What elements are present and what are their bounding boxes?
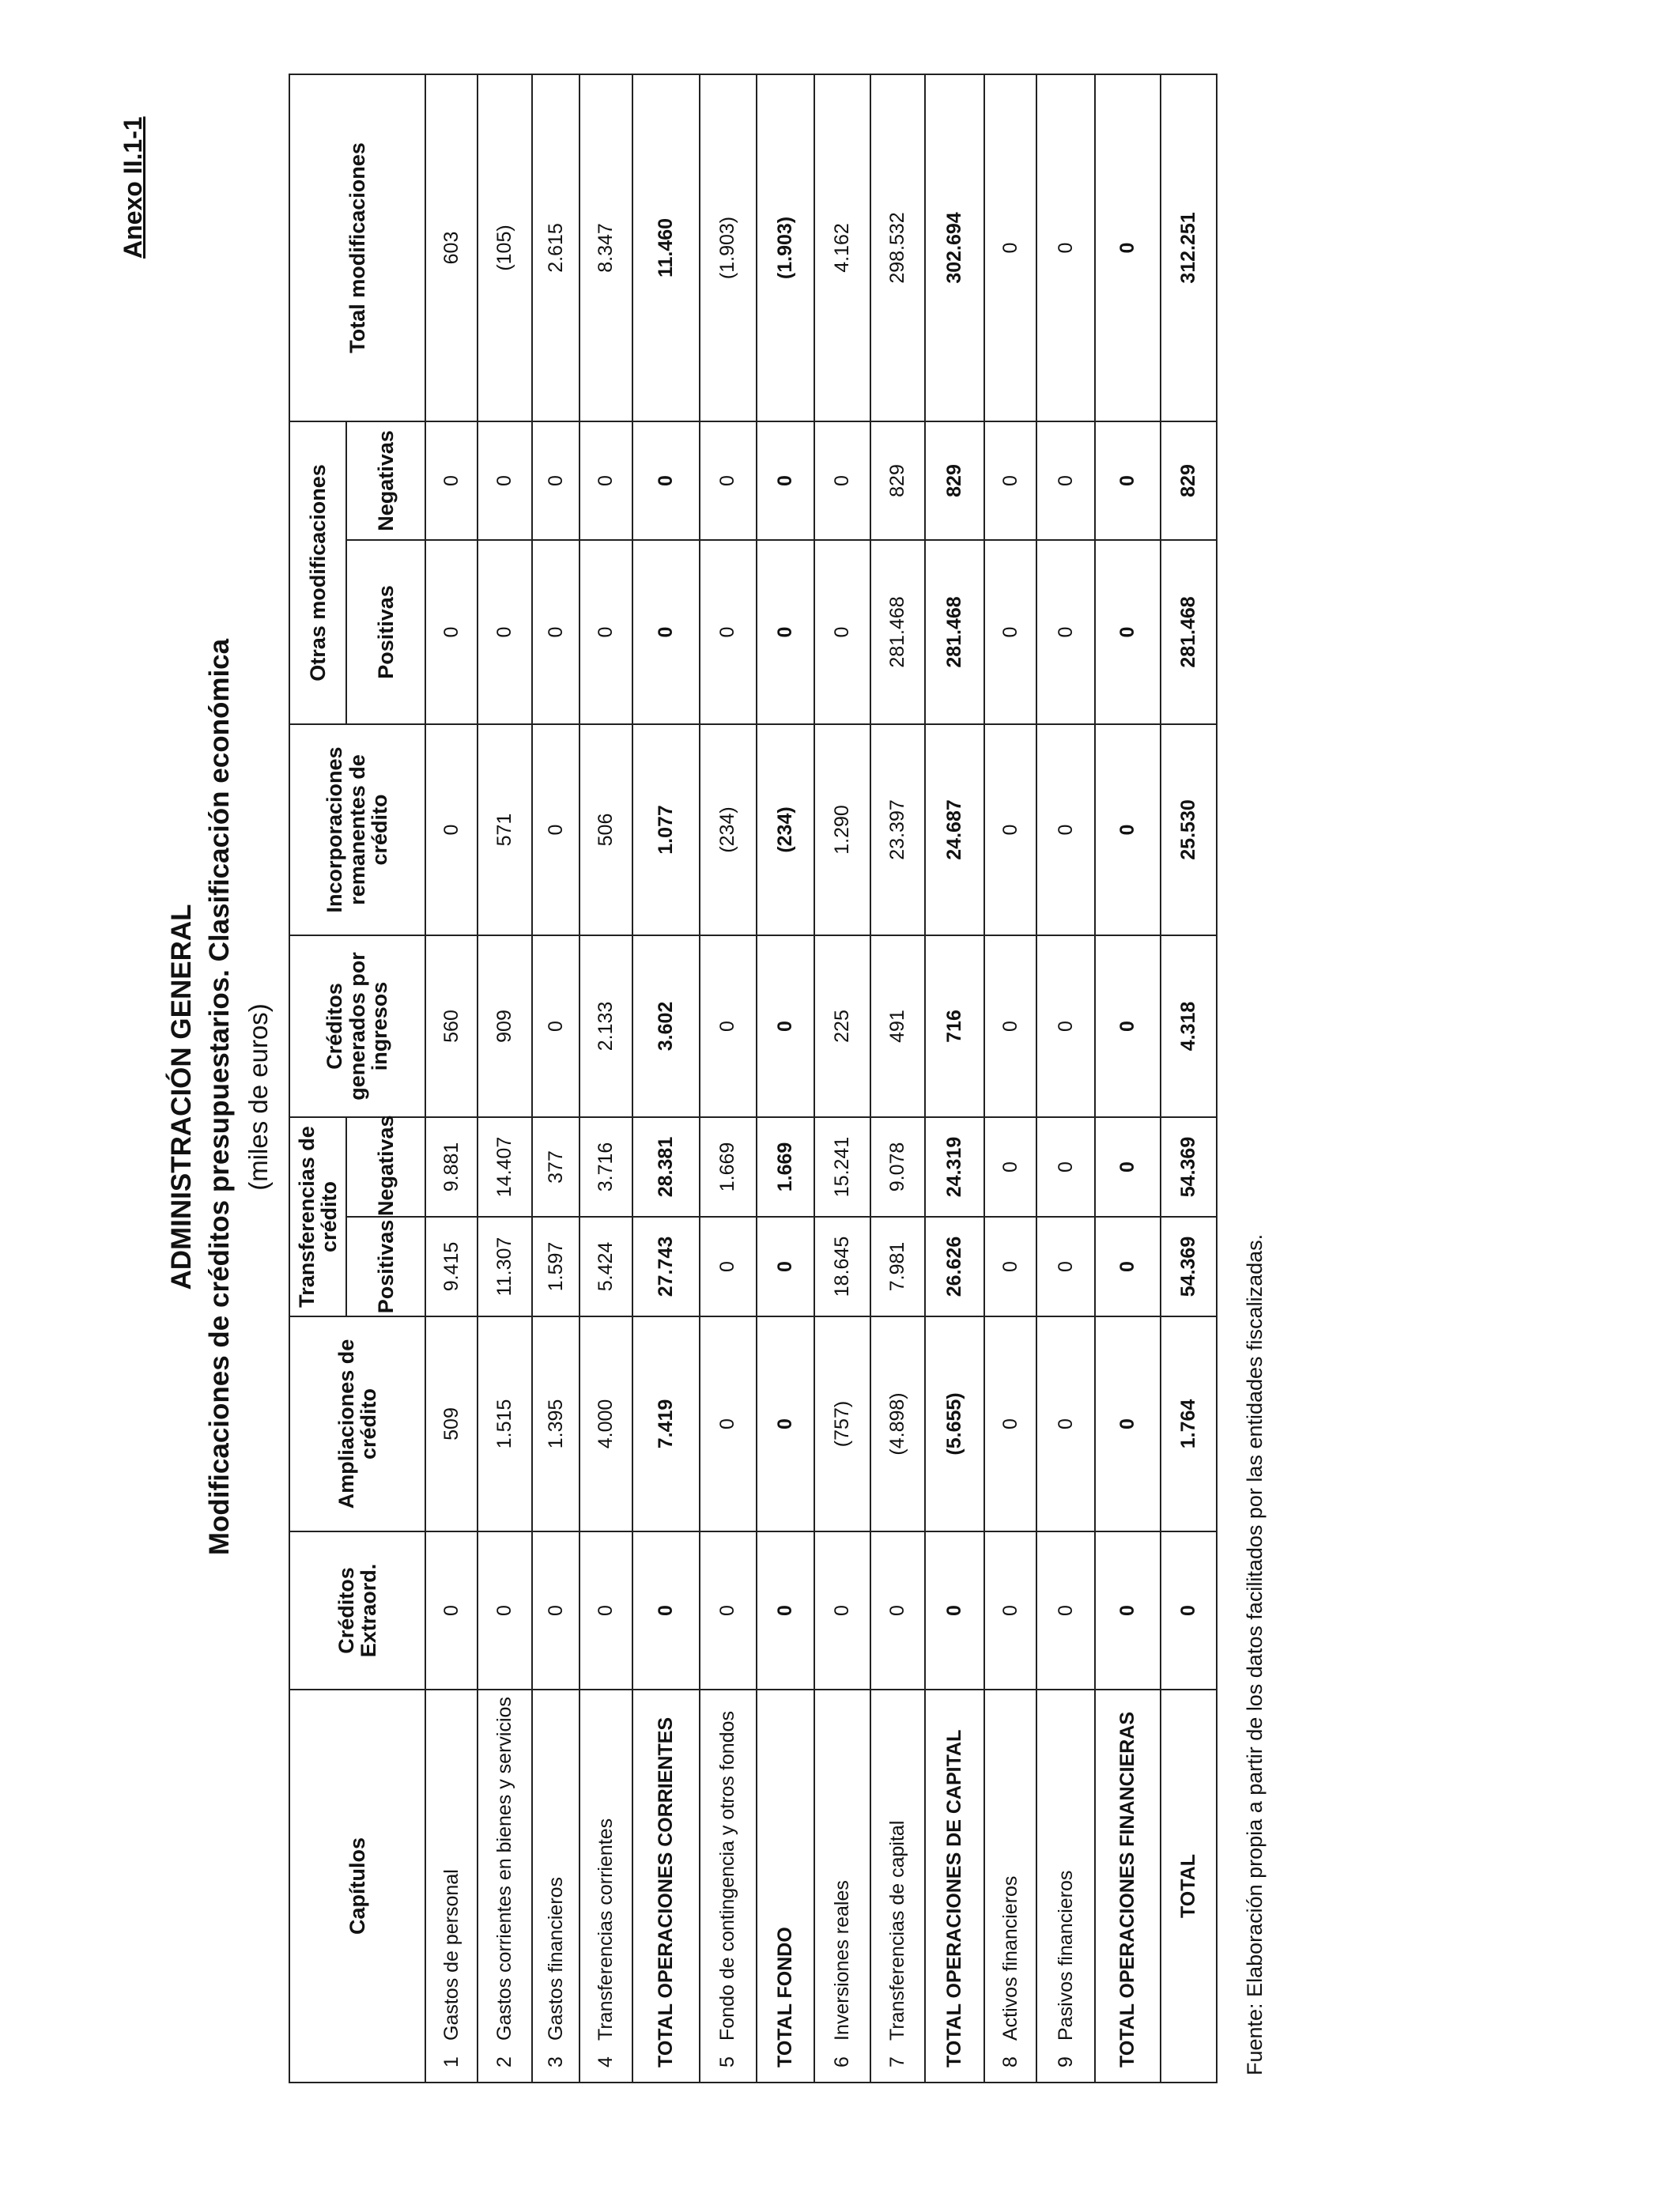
row-number: 6 [830,2056,853,2067]
value-cell: 0 [757,540,814,724]
header-total-modificaciones: Total modificaciones [289,74,425,421]
value-cell: 54.369 [1161,1217,1217,1316]
table-row [1161,74,1217,2083]
row-label [814,1690,870,2083]
value-cell: 0 [425,1531,478,1690]
value-cell: 5.424 [580,1217,632,1316]
value-cell: 0 [1036,540,1094,724]
value-cell: 560 [425,935,478,1117]
value-cell: 0 [532,421,580,540]
value-cell: 7.419 [632,1316,699,1531]
value-cell: 4.000 [580,1316,632,1531]
value-cell: 0 [814,1531,870,1690]
value-cell: 281.468 [870,540,925,724]
table-row [425,74,478,2083]
row-number: 9 [1054,2056,1077,2067]
value-cell: 9.078 [870,1117,925,1217]
value-cell: 0 [984,421,1036,540]
row-number: 1 [440,2056,462,2067]
value-cell: 0 [757,421,814,540]
table-row [1036,74,1094,2083]
value-cell: 829 [925,421,984,540]
row-label [478,1690,532,2083]
value-cell: 0 [478,1531,532,1690]
value-cell: (1.903) [757,74,814,421]
row-label [532,1690,580,2083]
header-creditos-extraord: Créditos Extraord. [289,1531,425,1690]
value-cell: 0 [580,540,632,724]
value-cell: 0 [632,540,699,724]
value-cell: 0 [984,1316,1036,1531]
header-incorporaciones: Incorporaciones remanentes de crédito [289,724,425,935]
value-cell: 25.530 [1161,724,1217,935]
table-row [1095,74,1161,2083]
value-cell: 0 [757,1531,814,1690]
row-label-text: Transferencias de capital [886,1820,909,2041]
value-cell: 0 [984,935,1036,1117]
value-cell: 1.077 [632,724,699,935]
value-cell: 0 [1036,724,1094,935]
header-transferencias-positivas: Positivas [346,1217,425,1316]
value-cell: 15.241 [814,1117,870,1217]
header-otras-positivas: Positivas [346,540,425,724]
header-creditos-generados: Créditos generados por ingresos [289,935,425,1117]
value-cell: 377 [532,1117,580,1217]
value-cell: (105) [478,74,532,421]
value-cell: 7.981 [870,1217,925,1316]
value-cell: 0 [532,1531,580,1690]
value-cell: 11.460 [632,74,699,421]
value-cell: 8.347 [580,74,632,421]
value-cell: 0 [870,1531,925,1690]
value-cell: 4.318 [1161,935,1217,1117]
value-cell: 0 [1036,935,1094,1117]
value-cell: 27.743 [632,1217,699,1316]
value-cell: 0 [757,1217,814,1316]
value-cell: 0 [478,540,532,724]
value-cell: 0 [1036,421,1094,540]
value-cell: 18.645 [814,1217,870,1316]
row-number: 3 [544,2056,567,2067]
value-cell: 0 [425,421,478,540]
row-label-text: TOTAL OPERACIONES FINANCIERAS [1116,1711,1138,2067]
value-cell: 0 [1036,1316,1094,1531]
value-cell: 909 [478,935,532,1117]
value-cell: 0 [984,1531,1036,1690]
value-cell: (757) [814,1316,870,1531]
value-cell: 0 [1095,1316,1161,1531]
value-cell: 0 [814,540,870,724]
value-cell: 0 [757,935,814,1117]
value-cell: 0 [1161,1531,1217,1690]
value-cell: 1.597 [532,1217,580,1316]
table-body [425,74,1217,2083]
value-cell: 302.694 [925,74,984,421]
value-cell: (5.655) [925,1316,984,1531]
table-row [870,74,925,2083]
row-label [757,1690,814,2083]
value-cell: 0 [532,724,580,935]
value-cell: (234) [700,724,757,935]
value-cell: 0 [700,1217,757,1316]
row-label-text: TOTAL [1176,1854,1199,1919]
value-cell: 829 [1161,421,1217,540]
row-label-text: Pasivos financieros [1054,1870,1077,2041]
value-cell: 1.515 [478,1316,532,1531]
value-cell: 14.407 [478,1117,532,1217]
value-cell: 54.369 [1161,1117,1217,1217]
value-cell: 0 [814,421,870,540]
value-cell: 0 [532,935,580,1117]
row-label [870,1690,925,2083]
value-cell: 0 [700,421,757,540]
value-cell: 0 [1095,1217,1161,1316]
value-cell: 0 [580,1531,632,1690]
value-cell: 0 [1095,1117,1161,1217]
value-cell: 225 [814,935,870,1117]
value-cell: 716 [925,935,984,1117]
value-cell: 0 [580,421,632,540]
value-cell: 24.319 [925,1117,984,1217]
row-number: 8 [999,2056,1021,2067]
units-label: (miles de euros) [244,1003,273,1191]
modifications-table [289,74,1218,2083]
value-cell: 0 [757,1316,814,1531]
value-cell: 491 [870,935,925,1117]
value-cell: 0 [1036,1217,1094,1316]
value-cell: 24.687 [925,724,984,935]
header-otras-modificaciones: Otras modificaciones [289,421,346,724]
row-label [580,1690,632,2083]
value-cell: 0 [1036,1117,1094,1217]
row-label-text: Gastos corrientes en bienes y servicios [493,1697,516,2041]
value-cell: 9.415 [425,1217,478,1316]
row-label [632,1690,699,2083]
value-cell: 509 [425,1316,478,1531]
value-cell: 28.381 [632,1117,699,1217]
value-cell: (1.903) [700,74,757,421]
value-cell: 312.251 [1161,74,1217,421]
value-cell: 0 [700,1531,757,1690]
value-cell: 26.626 [925,1217,984,1316]
value-cell: 4.162 [814,74,870,421]
row-label [925,1690,984,2083]
row-label-text: Gastos financieros [544,1876,567,2041]
page-subtitle: Modificaciones de créditos presupuestarios. Clasificación económica [204,638,235,1556]
value-cell: 1.290 [814,724,870,935]
table-row [757,74,814,2083]
row-number: 4 [595,2056,617,2067]
row-number: 2 [493,2056,516,2067]
value-cell: 0 [632,1531,699,1690]
value-cell: 0 [1095,1531,1161,1690]
table-row [478,74,532,2083]
table-row [632,74,699,2083]
value-cell: 3.602 [632,935,699,1117]
value-cell: 0 [478,421,532,540]
value-cell: 281.468 [1161,540,1217,724]
row-label [700,1690,757,2083]
value-cell: 0 [532,540,580,724]
value-cell: 2.615 [532,74,580,421]
row-label-text: TOTAL OPERACIONES CORRIENTES [655,1716,678,2067]
value-cell: 0 [984,724,1036,935]
row-label-text: Inversiones reales [830,1880,853,2041]
value-cell: 0 [925,1531,984,1690]
value-cell: 0 [1095,540,1161,724]
row-label-text: Activos financieros [999,1875,1021,2041]
value-cell: 0 [984,74,1036,421]
value-cell: 11.307 [478,1217,532,1316]
table-row [925,74,984,2083]
value-cell: 506 [580,724,632,935]
value-cell: 0 [700,935,757,1117]
row-label-text: Transferencias corrientes [595,1818,617,2041]
row-label-text: Fondo de contingencia y otros fondos [716,1711,739,2041]
value-cell: 829 [870,421,925,540]
header-otras-negativas: Negativas [346,421,425,540]
row-label-text: TOTAL OPERACIONES DE CAPITAL [943,1729,966,2067]
value-cell: 1.395 [532,1316,580,1531]
value-cell: 0 [632,421,699,540]
value-cell: 0 [984,1217,1036,1316]
row-label-text: Gastos de personal [440,1869,462,2041]
value-cell: 0 [1095,935,1161,1117]
row-label-text: TOTAL FONDO [773,1927,796,2067]
value-cell: 0 [984,540,1036,724]
header-transferencias: Transferencias de crédito [289,1117,346,1316]
value-cell: 281.468 [925,540,984,724]
value-cell: 1.764 [1161,1316,1217,1531]
value-cell: 2.133 [580,935,632,1117]
table-row [984,74,1036,2083]
value-cell: 0 [1095,74,1161,421]
header-capitulos: Capítulos [289,1690,425,2083]
value-cell: (234) [757,724,814,935]
row-label [1036,1690,1094,2083]
row-label [984,1690,1036,2083]
value-cell: 0 [1095,421,1161,540]
header-transferencias-negativas: Negativas [346,1117,425,1217]
table-row [700,74,757,2083]
value-cell: 0 [1036,1531,1094,1690]
value-cell: 0 [425,540,478,724]
row-label [425,1690,478,2083]
value-cell: 3.716 [580,1117,632,1217]
value-cell: 603 [425,74,478,421]
header-ampliaciones: Ampliaciones de crédito [289,1316,425,1531]
value-cell: 0 [700,540,757,724]
page-title: ADMINISTRACIÓN GENERAL [166,904,197,1290]
row-number: 7 [886,2056,909,2067]
source-note: Fuente: Elaboración propia a partir de los datos facilitados por las entidades fiscalizadas. [1243,1233,1267,2075]
annex-label: Anexo II.1-1 [119,116,147,259]
table-row [580,74,632,2083]
value-cell: 1.669 [757,1117,814,1217]
value-cell: 9.881 [425,1117,478,1217]
row-number: 5 [716,2056,739,2067]
value-cell: 0 [984,1117,1036,1217]
row-label [1161,1690,1217,2083]
value-cell: 0 [1036,74,1094,421]
table-row [814,74,870,2083]
value-cell: 0 [1095,724,1161,935]
value-cell: 571 [478,724,532,935]
table-row [532,74,580,2083]
value-cell: 23.397 [870,724,925,935]
value-cell: 0 [700,1316,757,1531]
value-cell: 298.532 [870,74,925,421]
row-label [1095,1690,1161,2083]
value-cell: (4.898) [870,1316,925,1531]
value-cell: 0 [425,724,478,935]
value-cell: 1.669 [700,1117,757,1217]
